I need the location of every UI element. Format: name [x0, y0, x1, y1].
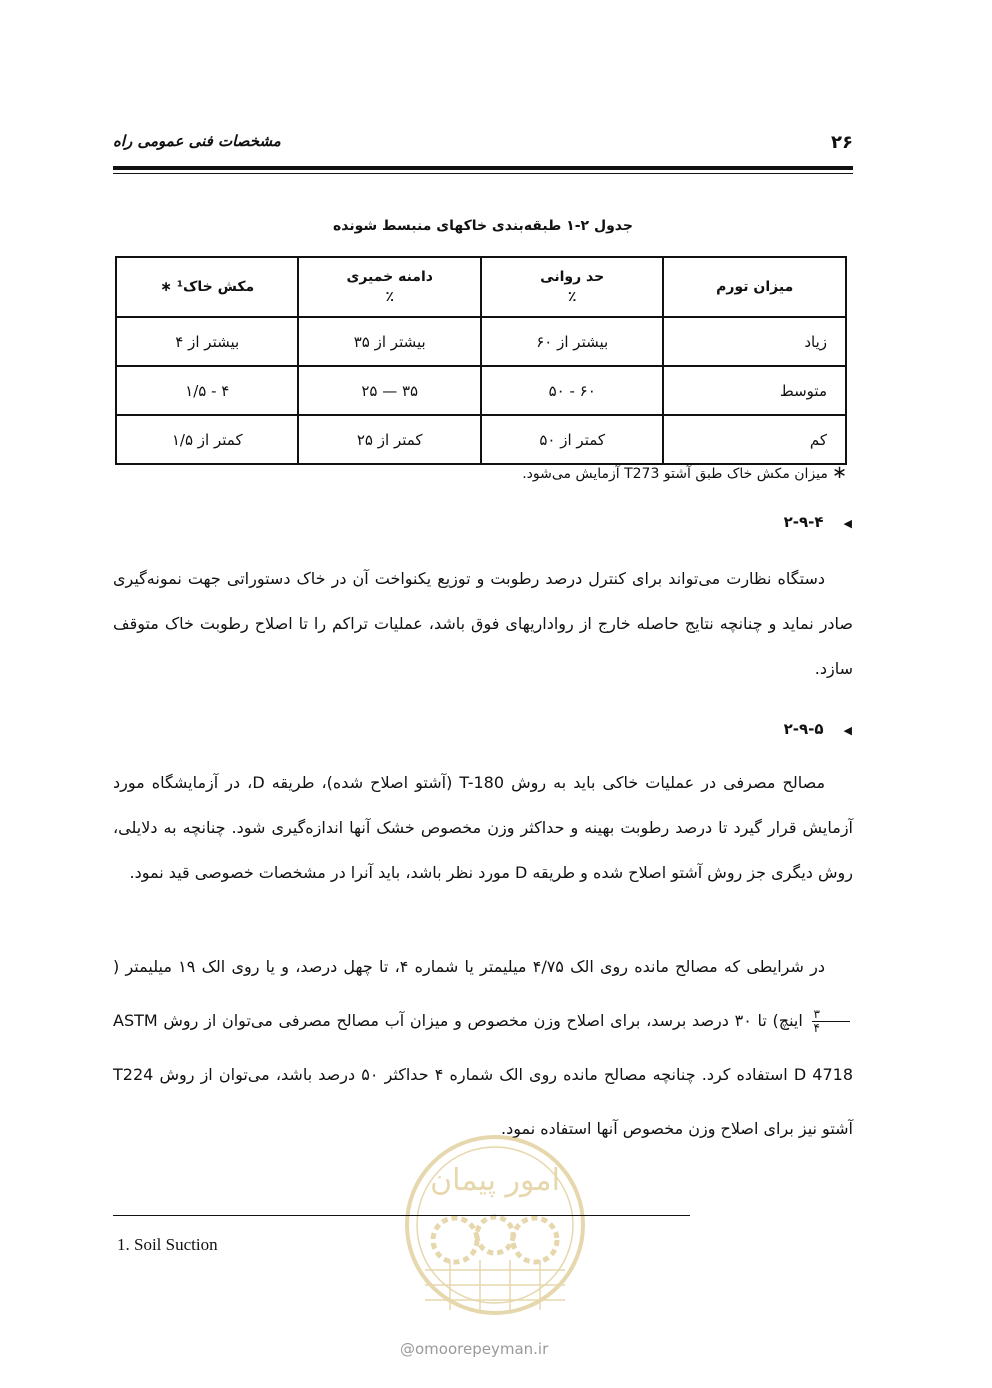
watermark-url — [400, 1340, 548, 1358]
footnote-rule — [113, 1215, 690, 1216]
section-number: ۲-۹-۴ — [783, 513, 824, 531]
table-note — [522, 462, 847, 483]
table-cell: کم — [663, 415, 846, 464]
fraction — [812, 1008, 850, 1035]
watermark-url-text: omoorepeyman.ir — [415, 1340, 549, 1358]
table-cell: بیشتر از ۴ — [116, 317, 298, 366]
header-unit: ٪ — [567, 289, 577, 305]
fraction-denominator: ۴ — [813, 1021, 820, 1035]
paragraph-text: اینچ) تا ۳۰ درصد برسد، برای اصلاح وزن مخصوص و میزان آب مصالح مصرفی می‌توان از روش ASTM D 4718 استفاده کرد. چنانچه مصالح مانده روی الک شماره ۴ حداکثر ۵۰ درصد باشد، می‌توان از روش T224 آشتو نیز برای اصلاح وزن مخصوص آنها استفاده نمود. — [113, 1011, 854, 1138]
running-title: مشخصات فنی عمومی راه — [113, 132, 281, 150]
table-cell: ۳۵ — ۲۵ — [298, 366, 480, 415]
header-label: دامنه خمیری — [346, 269, 433, 285]
table-cell: بیشتر از ۳۵ — [298, 317, 480, 366]
table-row — [116, 415, 846, 464]
table-cell: کمتر از ۵۰ — [481, 415, 663, 464]
header-label: مکش خاک¹ ∗ — [160, 279, 255, 295]
table-header-row — [116, 257, 846, 317]
footnote: 1. Soil Suction — [117, 1235, 218, 1254]
header-liquid-limit — [481, 257, 663, 317]
table-caption: جدول ۲-۱ طبقه‌بندی خاکهای منبسط شونده — [333, 218, 633, 234]
header-unit: ٪ — [385, 289, 394, 305]
section-heading-2-9-5 — [784, 720, 852, 738]
triangle-bullet-icon: ◀ — [843, 517, 852, 530]
paragraph-text: در شرایطی که مصالح مانده روی الک ۴/۷۵ میلیمتر یا شماره ۴، تا چهل درصد، و یا روی الک ۱۹ میلیمتر ( — [113, 957, 826, 976]
table-cell: زیاد — [663, 317, 846, 366]
paragraph: مصالح مصرفی در عملیات خاکی باید به روش T-180 (آشتو اصلاح شده)، طریقه D، در آزمایشگاه مورد آزمایش قرار گیرد تا درصد رطوبت بهینه و حداکثر وزن مخصوص خشک آنها اندازه‌گیری شود. چنانچه به دلایلی، روش دیگری جز روش آشتو اصلاح شده و طریقه D مورد نظر باشد، باید آنرا در مشخصات خصوصی قید نمود. — [113, 773, 853, 882]
stamp-lettering: امور پیمان — [430, 1163, 560, 1198]
paragraph-with-fraction — [113, 940, 853, 1156]
table-row — [116, 366, 846, 415]
header-rule-thin — [113, 173, 853, 174]
page-number: ۲۶ — [831, 132, 853, 153]
table-row — [116, 317, 846, 366]
table-cell: کمتر از ۱/۵ — [116, 415, 298, 464]
header-swell — [663, 257, 846, 317]
header-plasticity-range — [298, 257, 480, 317]
fraction-numerator: ۳ — [812, 1008, 850, 1022]
section-number: ۲-۹-۵ — [783, 720, 824, 738]
globe-icon: @ — [400, 1340, 415, 1358]
asterisk-icon: ∗ — [831, 462, 847, 483]
header-label: میزان تورم — [716, 279, 794, 295]
page-header — [113, 128, 853, 158]
table-cell: ۶۰ - ۵۰ — [481, 366, 663, 415]
stamp-logo-icon — [380, 1130, 610, 1330]
header-rule-thick — [113, 166, 853, 170]
paragraph: دستگاه نظارت می‌تواند برای کنترل درصد رطوبت و توزیع یکنواخت آن در خاک دستوراتی جهت نمونه‌گیری صادر نماید و چنانچه نتایج حاصله خارج از رواداریهای فوق باشد، عملیات تراکم را تا اصلاح رطوبت خاک متوقف سازد. — [113, 569, 853, 678]
triangle-bullet-icon: ◀ — [843, 724, 852, 737]
header-soil-suction — [116, 257, 298, 317]
table-cell: کمتر از ۲۵ — [298, 415, 480, 464]
section-heading-2-9-4 — [784, 513, 852, 531]
soil-classification-table — [115, 256, 847, 465]
table-cell: ۴ - ۱/۵ — [116, 366, 298, 415]
header-label: حد روانی — [540, 269, 605, 285]
table-cell: متوسط — [663, 366, 846, 415]
table-cell: بیشتر از ۶۰ — [481, 317, 663, 366]
table-note-text: میزان مکش خاک طبق آشتو T273 آزمایش می‌شود. — [522, 466, 828, 482]
